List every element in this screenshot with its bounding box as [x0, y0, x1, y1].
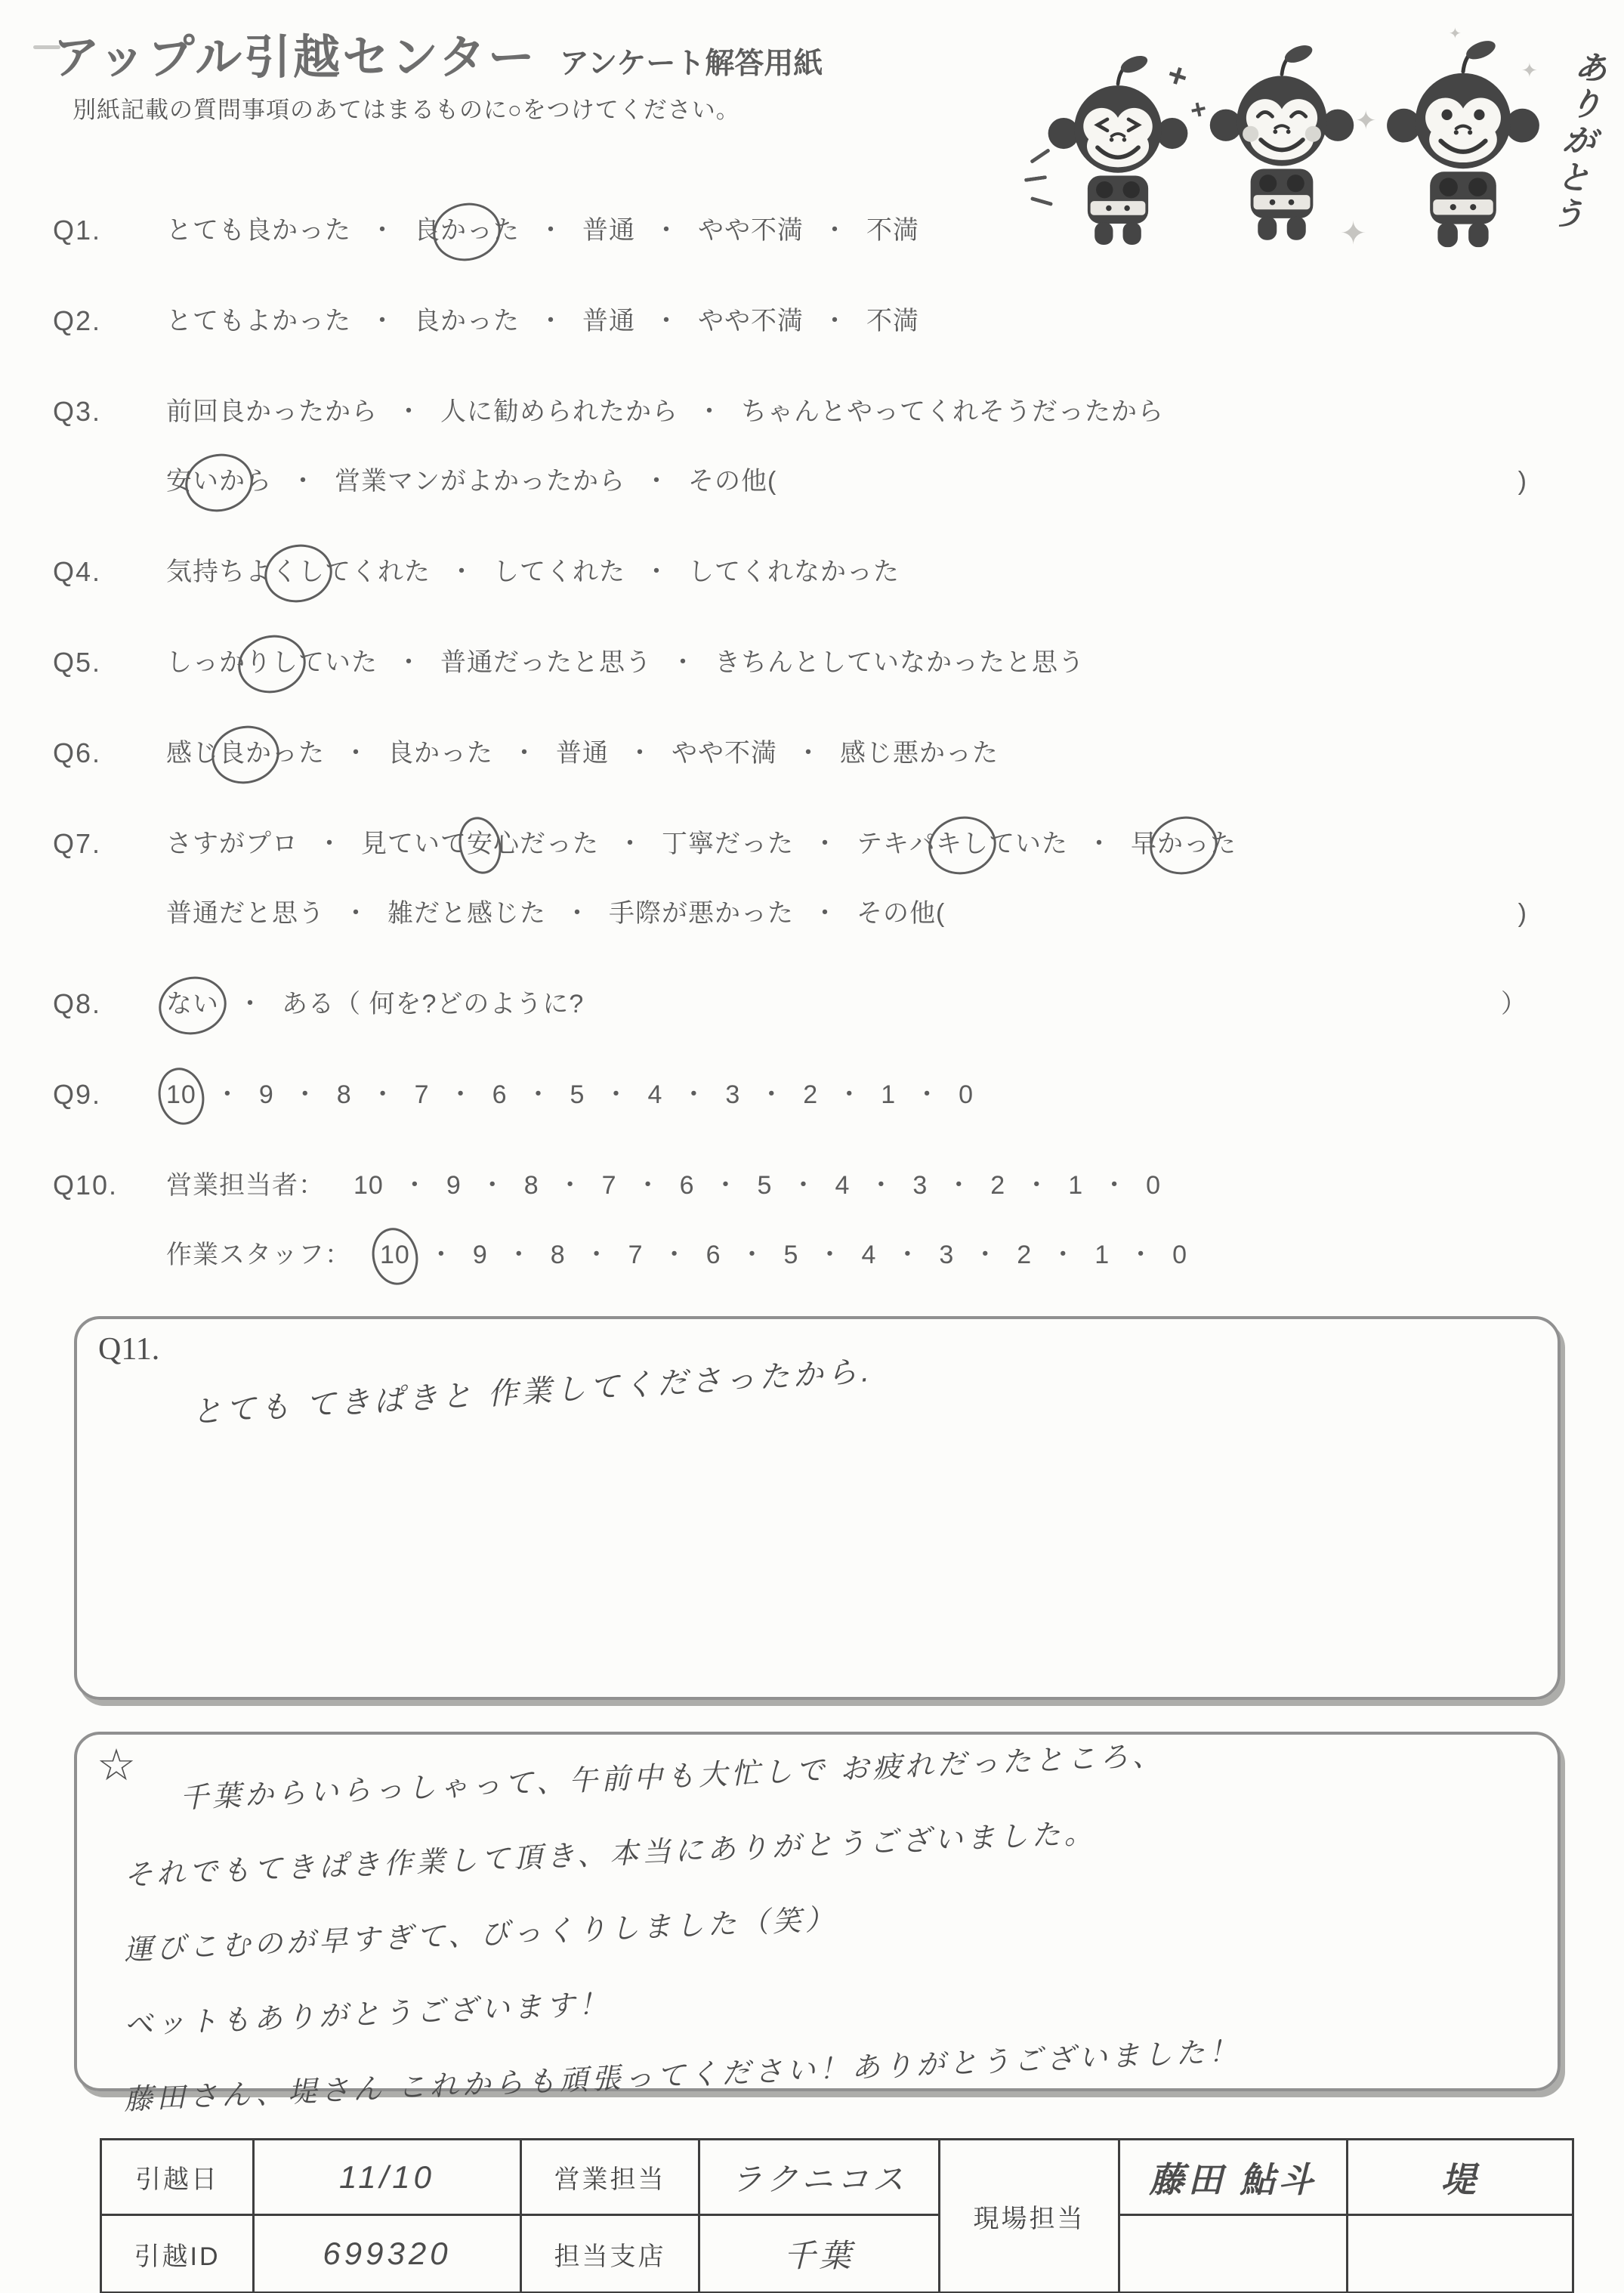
question-options [166, 827, 1527, 861]
site-rep-label: 現場担当 [940, 2140, 1120, 2291]
option-separator: ・ [712, 1171, 739, 1200]
option-separator: ・ [557, 1171, 584, 1200]
option-separator: ・ [696, 397, 723, 426]
option-separator: ・ [396, 397, 422, 426]
option: 9 [258, 1080, 274, 1109]
option: 3 [725, 1080, 741, 1109]
option-separator: ・ [505, 1241, 533, 1269]
page-title: アップル引越センター [53, 32, 537, 84]
option-separator: ・ [583, 1241, 610, 1269]
blank-fill-space [776, 464, 1517, 499]
branch-label: 担当支店 [522, 2216, 700, 2291]
option: 7 [414, 1080, 430, 1109]
option-separator: ・ [511, 739, 538, 768]
move-date-value: 11/10 [255, 2140, 522, 2216]
blank-fill-space [584, 987, 1501, 1021]
option: 4 [861, 1241, 877, 1269]
option-circled: 安いから [166, 464, 272, 499]
handwritten-circle-mark: かっ [440, 213, 493, 248]
option: 8 [550, 1241, 566, 1269]
option-separator: ・ [369, 307, 396, 335]
option-separator: ・ [343, 899, 369, 928]
option: 4 [647, 1080, 663, 1109]
option: 普通 [556, 739, 609, 768]
option-separator: ・ [428, 1241, 455, 1269]
question-line [53, 555, 1527, 589]
sparkle-icon: ✦ [1340, 215, 1367, 251]
option: とてもよかった [166, 307, 351, 335]
option: やや不満 [698, 216, 804, 245]
question-line [53, 987, 1527, 1021]
option: 感じ悪かった [840, 739, 999, 768]
header [53, 20, 823, 87]
option-separator: ・ [634, 1171, 662, 1200]
handwritten-comment-line: ベットもありがとうございます！ [123, 1988, 612, 2041]
option: 2 [1017, 1241, 1033, 1269]
option: 丁寧だった [662, 830, 794, 858]
option-separator: ・ [812, 899, 838, 928]
question-id: Q9. [53, 1079, 102, 1110]
option: 0 [1172, 1241, 1188, 1269]
option-separator: ・ [449, 558, 475, 586]
option-separator: ・ [670, 648, 696, 677]
option-separator: ・ [644, 467, 670, 496]
question-line [53, 736, 1527, 771]
question-id: Q10. [53, 1170, 119, 1201]
option: さすがプロ [166, 830, 298, 858]
option-circled: しっかりしていた [166, 645, 378, 680]
q11-comment-box [74, 1316, 1561, 1700]
option-separator: ・ [538, 216, 564, 245]
handwritten-circle-mark: 10 [166, 1077, 196, 1112]
empty-cell [1348, 2216, 1572, 2291]
option-separator: ・ [237, 990, 264, 1018]
handwritten-circle-mark: くし [272, 555, 325, 589]
option-separator: ・ [946, 1171, 973, 1200]
question-id: Q8. [53, 988, 102, 1019]
handwritten-circle-mark: いか [193, 464, 245, 499]
option-separator: ・ [369, 1080, 397, 1109]
option-separator: ・ [653, 216, 680, 245]
option-separator: ・ [603, 1080, 630, 1109]
option: とても良かった [166, 216, 351, 245]
option-separator: ・ [290, 467, 316, 496]
branch-value: 千葉 [700, 2216, 940, 2291]
option-separator: ・ [401, 1171, 428, 1200]
question-id: Q7. [53, 828, 102, 859]
handwritten-comment-line: 千葉からいらっしゃって、午前中も大忙しで お疲れだったところ、 [179, 1739, 1166, 1815]
question-line [53, 1077, 1527, 1112]
handwritten-comment-line: 運びこむのが早すぎて、びっくりしました（笑） [123, 1903, 838, 1967]
option-separator: ・ [292, 1080, 319, 1109]
option: 良かった [387, 739, 493, 768]
question-line [53, 896, 1527, 931]
handwritten-circle-mark: ない [166, 987, 219, 1021]
option: ある（ 何を?どのように? ） [282, 987, 1527, 1021]
option: 手際が悪かった [609, 899, 794, 928]
sparkle-icon: ✦ [1449, 26, 1462, 42]
question-line [53, 304, 1527, 338]
option-separator: ・ [1050, 1241, 1077, 1269]
comment-lines [123, 1739, 1535, 2151]
option: 営業マンがよかったから [335, 467, 625, 496]
option: 0 [959, 1080, 974, 1109]
option: してくれた [493, 558, 625, 586]
option: 4 [835, 1171, 851, 1200]
move-id-label: 引越ID [102, 2216, 255, 2291]
option: ちゃんとやってくれそうだったから [741, 397, 1164, 426]
option: その他( ) [857, 896, 1527, 931]
question-options [166, 464, 1527, 499]
option: 1 [1068, 1171, 1084, 1200]
option-circled [166, 987, 219, 1021]
handwritten-circle-mark: 安 [467, 827, 493, 861]
empty-cell [1120, 2216, 1348, 2291]
question-line [53, 645, 1527, 680]
option-separator: ・ [644, 558, 670, 586]
option: 8 [523, 1171, 539, 1200]
option-separator: ・ [617, 830, 644, 858]
option-circled: 感じ良かった [166, 736, 325, 771]
option-separator: ・ [822, 216, 848, 245]
option: 9 [446, 1171, 462, 1200]
question-options [166, 213, 1527, 248]
option-separator: ・ [758, 1080, 786, 1109]
option: 普通 [582, 216, 635, 245]
question-options [166, 1168, 1527, 1203]
question-options [166, 736, 1527, 771]
question-id: Q3. [53, 396, 102, 427]
option: 不満 [866, 307, 919, 335]
handwritten-comment-line: 藤田さん、堤さん これからも頑張ってください！ありがとうございました！ [123, 2035, 1242, 2116]
option-separator: ・ [914, 1080, 941, 1109]
free-comment-box [74, 1732, 1561, 2116]
question-line [53, 1168, 1527, 1203]
option-separator: ・ [681, 1080, 708, 1109]
excitement-mark-icon: + [1162, 55, 1193, 97]
question-line [53, 827, 1527, 861]
option-separator: ・ [739, 1241, 766, 1269]
move-id-value: 699320 [255, 2216, 522, 2291]
handwritten-comment-line: それでもてきぱき作業して頂き、本当にありがとうございました。 [123, 1817, 1098, 1892]
site-rep-name-1: 藤田 鮎斗 [1120, 2140, 1348, 2216]
option-circled: 気持ちよくしてくれた [166, 555, 431, 589]
option: 10 [354, 1171, 384, 1200]
option: 5 [757, 1171, 773, 1200]
option-separator: ・ [822, 307, 848, 335]
option-separator: ・ [369, 216, 396, 245]
option-circled: 早かった [1131, 827, 1237, 861]
handwritten-circle-mark: 10 [380, 1238, 410, 1272]
option-separator: ・ [836, 1080, 863, 1109]
question-line [53, 394, 1527, 429]
option-separator: ・ [817, 1241, 844, 1269]
option-circled: 良かった [414, 213, 520, 248]
footer-table [100, 2138, 1574, 2293]
option-separator: ・ [972, 1241, 999, 1269]
option-group-prefix: 営業担当者： [166, 1171, 325, 1200]
option: 0 [1146, 1171, 1162, 1200]
option-circled [380, 1238, 410, 1272]
option-separator: ・ [396, 648, 422, 677]
option-separator: ・ [343, 739, 369, 768]
question-options [166, 1077, 1527, 1112]
option: 普通 [582, 307, 635, 335]
option-separator: ・ [214, 1080, 241, 1109]
option: 6 [492, 1080, 508, 1109]
question-options [166, 304, 1527, 338]
question-options [166, 645, 1527, 680]
option: 6 [679, 1171, 695, 1200]
site-rep-name-2: 堤 [1348, 2140, 1572, 2216]
option: 9 [472, 1241, 488, 1269]
handwritten-circle-mark: かっ [1157, 827, 1210, 861]
option-separator: ・ [812, 830, 838, 858]
option-group-prefix: 作業スタッフ： [166, 1241, 351, 1269]
option: 8 [336, 1080, 352, 1109]
thanks-vertical-text: ありがとう [1543, 46, 1609, 236]
move-date-label: 引越日 [102, 2140, 255, 2216]
option-separator: ・ [1023, 1171, 1051, 1200]
option: その他( ) [688, 464, 1527, 499]
question-options [166, 1238, 1527, 1272]
option: 7 [628, 1241, 644, 1269]
option-circled [166, 1077, 196, 1112]
option: 人に勧められたから [440, 397, 678, 426]
option: してくれなかった [688, 558, 900, 586]
question-options [166, 394, 1527, 429]
question-options [166, 987, 1527, 1021]
option: きちんとしていなかったと思う [715, 648, 1085, 677]
option: 3 [939, 1241, 955, 1269]
option-separator: ・ [316, 830, 343, 858]
handwritten-circle-mark: キし [936, 827, 989, 861]
question-options [166, 896, 1527, 931]
option: 2 [803, 1080, 819, 1109]
sparkle-icon: ✦ [1521, 59, 1538, 82]
option: やや不満 [698, 307, 804, 335]
page-subtitle: アンケート解答用紙 [559, 48, 823, 80]
option: 1 [881, 1080, 897, 1109]
option-separator: ・ [661, 1241, 688, 1269]
option-separator: ・ [868, 1171, 895, 1200]
blank-fill-space [945, 896, 1517, 931]
option: 3 [912, 1171, 928, 1200]
question-line [53, 464, 1527, 499]
option: 前回良かったから [166, 397, 378, 426]
option-separator: ・ [1128, 1241, 1155, 1269]
question-id: Q2. [53, 305, 102, 336]
question-id: Q5. [53, 647, 102, 678]
option-separator: ・ [627, 739, 653, 768]
option: 雑だと感じた [387, 899, 546, 928]
option-separator: ・ [790, 1171, 817, 1200]
option: 不満 [866, 216, 919, 245]
option: 普通だったと思う [440, 648, 652, 677]
star-icon: ☆ [97, 1741, 136, 1790]
sales-rep-value: ラクニコス [700, 2140, 940, 2216]
option: 良かった [414, 307, 520, 335]
option-circled: テキパキしていた [857, 827, 1068, 861]
question-id: Q4. [53, 556, 102, 587]
option-separator: ・ [479, 1171, 506, 1200]
q11-handwritten-answer: とても てきぱきと 作業してくださったから. [190, 1354, 874, 1429]
sparkle-icon: ✦ [1355, 107, 1377, 135]
option-separator: ・ [795, 739, 822, 768]
option: 7 [601, 1171, 617, 1200]
option: やや不満 [672, 739, 777, 768]
handwritten-circle-mark: 良か [219, 736, 272, 771]
option-separator: ・ [564, 899, 591, 928]
option-separator: ・ [447, 1080, 474, 1109]
option: 1 [1095, 1241, 1110, 1269]
option-separator: ・ [1101, 1171, 1128, 1200]
option-circled: 見ていて安心だった [361, 827, 599, 861]
questions [53, 213, 1527, 1328]
excitement-mark-icon: + [1187, 92, 1209, 126]
option: 6 [705, 1241, 721, 1269]
option-separator: ・ [1086, 830, 1113, 858]
question-options [166, 555, 1527, 589]
question-id: Q6. [53, 737, 102, 768]
option: 2 [990, 1171, 1006, 1200]
option: 5 [783, 1241, 799, 1269]
option: 5 [570, 1080, 585, 1109]
option-separator: ・ [525, 1080, 552, 1109]
q11-label: Q11. [98, 1332, 160, 1367]
option-separator: ・ [894, 1241, 922, 1269]
option-separator: ・ [538, 307, 564, 335]
handwritten-circle-mark: りし [245, 645, 298, 680]
question-id: Q1. [53, 215, 102, 246]
question-line [53, 1238, 1527, 1272]
option-separator: ・ [653, 307, 680, 335]
instruction-text: 別紙記載の質問事項のあてはまるものに○をつけてください。 [73, 97, 740, 123]
option: 普通だと思う [166, 899, 325, 928]
sales-rep-label: 営業担当 [522, 2140, 700, 2216]
question-line [53, 213, 1527, 248]
